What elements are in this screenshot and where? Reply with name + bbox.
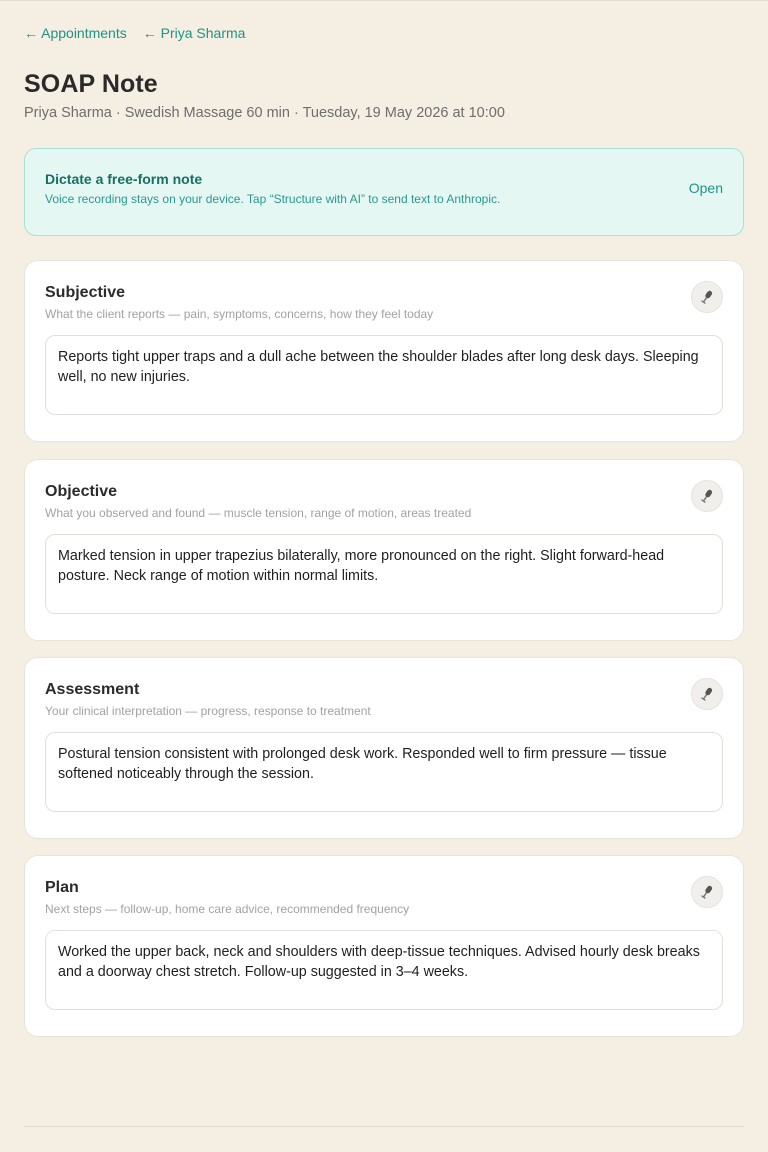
assessment-input[interactable]: [45, 732, 723, 812]
microphone-icon[interactable]: [691, 281, 723, 313]
microphone-icon[interactable]: [691, 876, 723, 908]
section-hint-plan: Next steps — follow-up, home care advice, recommended frequency: [45, 902, 410, 916]
dictate-description: Voice recording stays on your device. Tap “Structure with AI” to send text to Anthropic.: [45, 192, 501, 206]
section-hint-subjective: What the client reports — pain, symptoms, concerns, how they feel today: [45, 307, 434, 321]
breadcrumb: [24, 25, 245, 41]
subjective-card: [24, 260, 744, 442]
back-to-client-link[interactable]: ← Priya Sharma: [142, 25, 246, 41]
section-hint-assessment: Your clinical interpretation — progress, response to treatment: [45, 704, 371, 718]
assessment-card: [24, 657, 744, 839]
bottom-divider: [24, 1126, 744, 1127]
section-title-objective: Objective: [45, 483, 118, 500]
microphone-icon[interactable]: [691, 678, 723, 710]
section-hint-objective: What you observed and found — muscle tension, range of motion, areas treated: [45, 506, 472, 520]
dictate-banner: [24, 148, 744, 236]
section-title-plan: Plan: [45, 879, 79, 896]
appointment-summary: Priya Sharma · Swedish Massage 60 min · Tuesday, 19 May 2026 at 10:00: [24, 105, 505, 121]
section-title-assessment: Assessment: [45, 681, 140, 698]
plan-input[interactable]: [45, 930, 723, 1010]
objective-card: [24, 459, 744, 641]
subjective-input[interactable]: [45, 335, 723, 415]
back-to-appointments-link[interactable]: ← Appointments: [24, 25, 127, 41]
objective-input[interactable]: [45, 534, 723, 614]
dictate-open-button[interactable]: Open: [688, 180, 723, 196]
dictate-title: Dictate a free-form note: [45, 171, 203, 187]
microphone-icon[interactable]: [691, 480, 723, 512]
section-title-subjective: Subjective: [45, 284, 126, 301]
page-title: SOAP Note: [24, 70, 158, 98]
plan-card: [24, 855, 744, 1037]
